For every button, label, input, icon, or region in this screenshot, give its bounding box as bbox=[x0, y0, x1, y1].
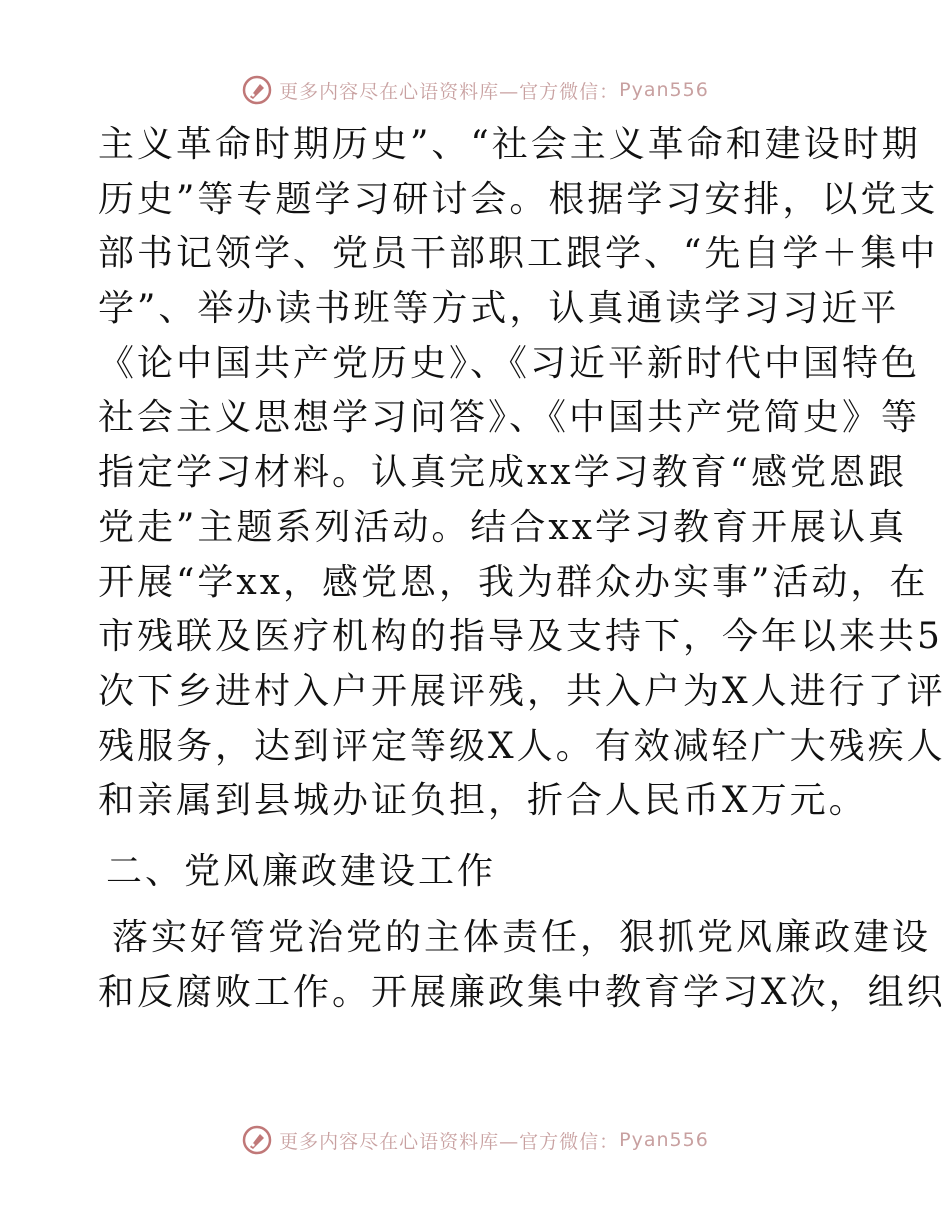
header-watermark bbox=[0, 70, 950, 110]
watermark-id: Pyan556 bbox=[619, 1129, 709, 1151]
body-line: 学”、举办读书班等方式，认真通读学习习近平 bbox=[98, 288, 900, 330]
body-line: 部书记领学、党员干部职工跟学、“先自学＋集中 bbox=[98, 233, 939, 275]
watermark-text: 更多内容尽在心语资料库—官方微信： bbox=[279, 1130, 620, 1153]
section-paragraph bbox=[98, 911, 946, 1020]
section-line: 和反腐败工作。开展廉政集中教育学习X次，组织 bbox=[98, 971, 946, 1013]
body-line: 残服务，达到评定等级X人。有效减轻广大残疾人 bbox=[98, 725, 946, 767]
body-line: 《论中国共产党历史》、《习近平新时代中国特色 bbox=[98, 342, 921, 384]
pen-nib-logo-icon bbox=[241, 1124, 273, 1156]
body-line: 和亲属到县城办证负担，折合人民币X万元。 bbox=[98, 780, 868, 822]
body-line: 主义革命时期历史”、“社会主义革命和建设时期 bbox=[98, 124, 921, 165]
pen-nib-logo-icon bbox=[241, 74, 273, 106]
body-line: 指定学习材料。认真完成xx学习教育“感党恩跟 bbox=[98, 452, 908, 494]
section-line: 落实好管党治党的主体责任，狠抓党风廉政建设 bbox=[112, 916, 932, 958]
document-body bbox=[98, 118, 946, 1020]
watermark-id: Pyan556 bbox=[619, 79, 709, 101]
body-line: 市残联及医疗机构的指导及支持下，今年以来共5 bbox=[98, 616, 943, 658]
body-line: 历史”等专题学习研讨会。根据学习安排，以党支 bbox=[98, 178, 939, 220]
footer-watermark bbox=[0, 1120, 950, 1160]
body-line: 社会主义思想学习问答》、《中国共产党简史》等 bbox=[98, 397, 921, 439]
body-line: 党走”主题系列活动。结合xx学习教育开展认真 bbox=[98, 506, 908, 548]
body-line: 次下乡进村入户开展评残，共入户为X人进行了评 bbox=[98, 670, 946, 712]
watermark-text: 更多内容尽在心语资料库—官方微信： bbox=[279, 80, 620, 103]
body-line: 开展“学xx，感党恩，我为群众办实事”活动，在 bbox=[98, 561, 929, 603]
section-heading: 二、党风廉政建设工作 bbox=[106, 850, 497, 892]
